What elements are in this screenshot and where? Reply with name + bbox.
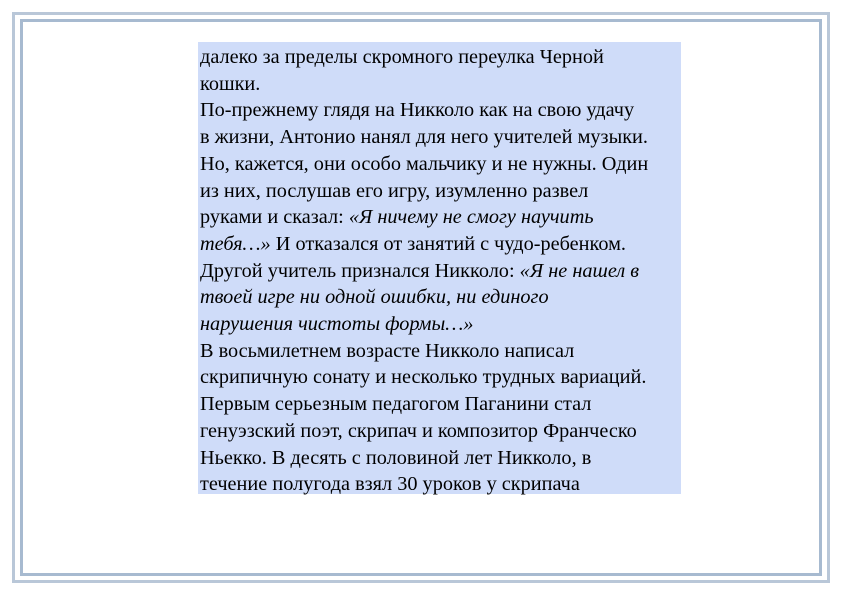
text-segment: По-прежнему глядя на Никколо как на свою удачу xyxy=(200,99,635,122)
text-line xyxy=(200,178,679,205)
text-segment: из них, послушав его игру, изумленно развел xyxy=(200,179,589,202)
text-line xyxy=(200,471,679,498)
quote-segment: нарушения чистоты формы…» xyxy=(200,313,474,336)
text-segment: И отказался от занятий с чудо-ребенком. xyxy=(270,232,626,255)
text-segment: руками и сказал: xyxy=(200,206,349,229)
text-segment: Но, кажется, они особо мальчику и не нужны. Один xyxy=(200,152,649,175)
text-segment: в жизни, Антонио нанял для него учителей музыки. xyxy=(200,126,648,149)
quote-segment: твоей игре ни одной ошибки, ни единого xyxy=(200,286,549,309)
text-line xyxy=(200,97,679,124)
quote-segment: тебя…» xyxy=(200,232,271,255)
text-segment: В восьмилетнем возрасте Никколо написал xyxy=(200,339,575,362)
text-line xyxy=(200,151,679,178)
text-segment: течение полугода взял 30 уроков у скрипача xyxy=(200,473,580,496)
text-line xyxy=(200,71,679,98)
text-line xyxy=(200,364,679,391)
text-segment: Ньекко. В десять с половиной лет Никколо, в xyxy=(200,446,592,469)
text-line xyxy=(200,124,679,151)
text-line xyxy=(200,338,679,365)
text-segment: скрипичную сонату и несколько трудных вариаций. xyxy=(200,366,647,389)
text-segment: кошки. xyxy=(200,72,261,95)
text-segment: Другой учитель признался Никколо: xyxy=(200,259,520,282)
text-line xyxy=(200,231,679,258)
text-segment: генуэзский поэт, скрипач и композитор Франческо xyxy=(200,419,637,442)
text-line xyxy=(200,204,679,231)
text-line xyxy=(200,284,679,311)
text-line xyxy=(200,258,679,285)
text-line xyxy=(200,44,679,71)
text-segment: Первым серьезным педагогом Паганини стал xyxy=(200,393,592,416)
text-line xyxy=(200,445,679,472)
text-line xyxy=(200,311,679,338)
body-text-box xyxy=(198,42,681,494)
quote-segment: «Я ничему не смогу научить xyxy=(348,206,594,229)
text-segment: далеко за пределы скромного переулка Черной xyxy=(200,46,604,68)
text-line xyxy=(200,418,679,445)
text-line xyxy=(200,391,679,418)
quote-segment: «Я не нашел в xyxy=(519,259,640,282)
